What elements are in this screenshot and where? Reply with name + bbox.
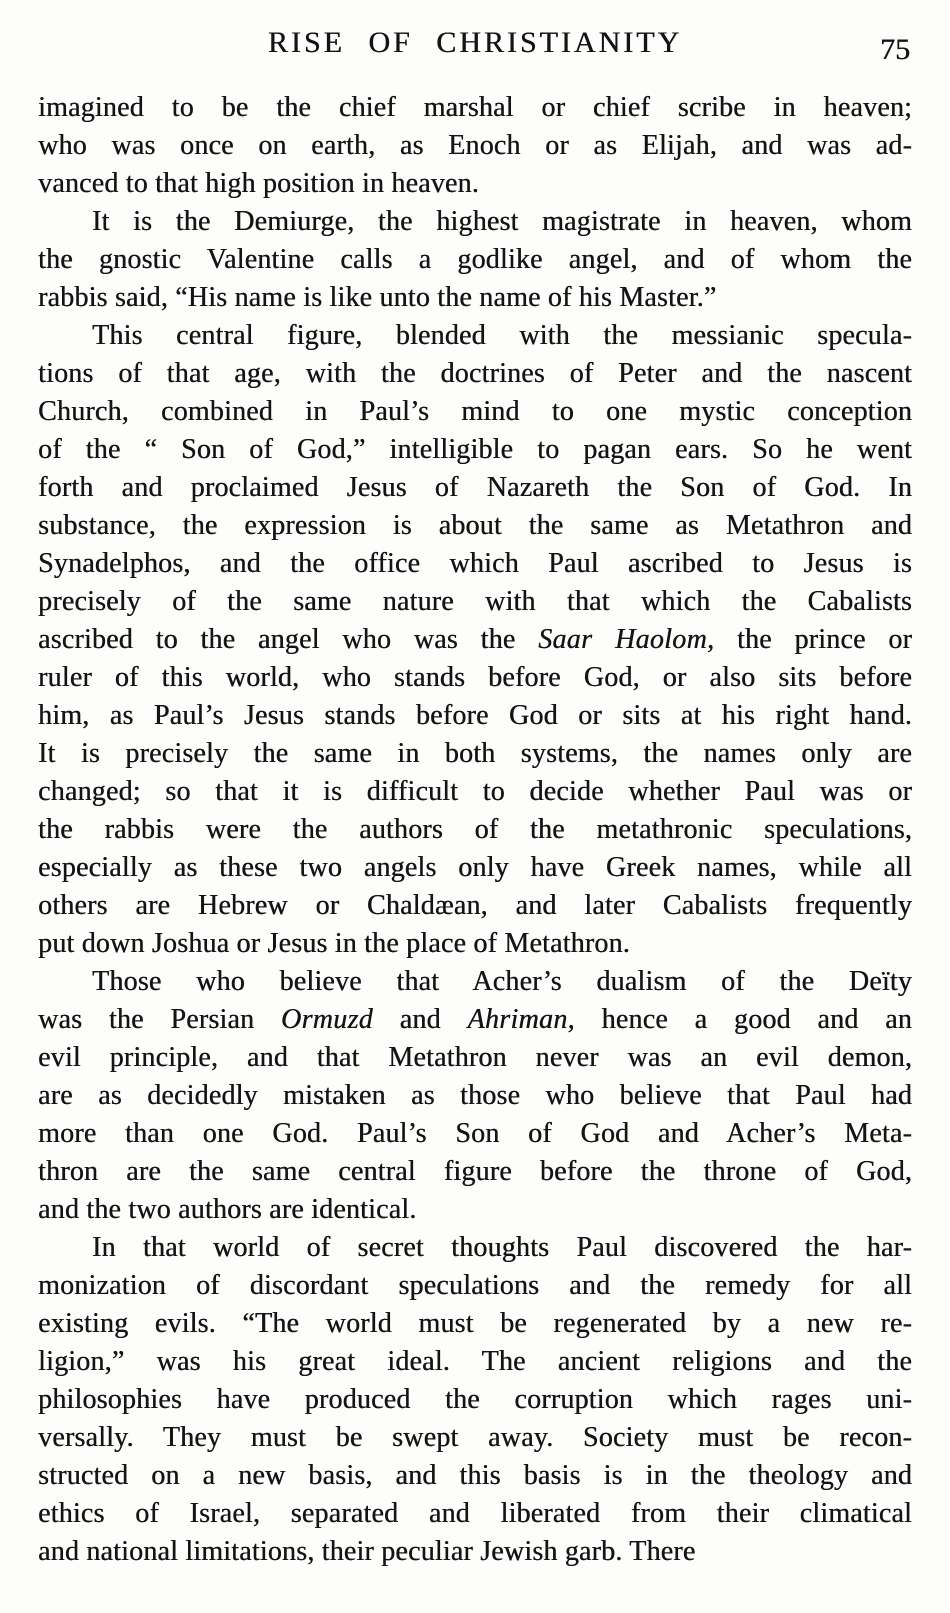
text-line — [38, 1229, 912, 1267]
body-text: and — [372, 1004, 468, 1035]
body-text: him, as Paul’s Jesus stands before God or sits at his right hand. — [38, 700, 912, 731]
text-line — [38, 165, 912, 203]
body-text: the gnostic Valentine calls a godlike angel, and of whom the — [38, 244, 912, 275]
text-line — [38, 1419, 912, 1457]
page-body — [38, 89, 912, 1571]
text-line — [38, 1267, 912, 1305]
page-number: 75 — [880, 33, 910, 66]
text-line — [38, 431, 912, 469]
body-text: vanced to that high position in heaven. — [38, 168, 479, 199]
body-text: imagined to be the chief marshal or chief scribe in heaven; — [38, 92, 912, 123]
text-line — [38, 89, 912, 127]
body-text: It is the Demiurge, the highest magistrate in heaven, whom — [92, 206, 912, 237]
body-text: ligion,” was his great ideal. The ancient religions and the — [38, 1346, 912, 1377]
paragraph — [38, 203, 912, 317]
body-text: Synadelphos, and the office which Paul ascribed to Jesus is — [38, 548, 912, 579]
body-text: This central figure, blended with the messianic specula- — [92, 320, 912, 351]
page-title: RISE OF CHRISTIANITY — [267, 26, 683, 59]
body-text: tions of that age, with the doctrines of Peter and the nascent — [38, 358, 912, 389]
running-header — [38, 26, 912, 66]
text-line — [38, 1305, 912, 1343]
text-line — [38, 697, 912, 735]
text-line — [38, 355, 912, 393]
text-line — [38, 583, 912, 621]
text-line — [38, 393, 912, 431]
text-line — [38, 1039, 912, 1077]
italic-text: Saar Haolom, — [538, 624, 715, 655]
text-line — [38, 241, 912, 279]
italic-text: Ormuzd — [280, 1004, 373, 1035]
body-text: precisely of the same nature with that which the Cabalists — [38, 586, 912, 617]
text-line — [38, 1077, 912, 1115]
paragraph — [38, 89, 912, 203]
body-text: ruler of this world, who stands before God, or also sits before — [38, 662, 912, 693]
paragraph — [38, 1229, 912, 1571]
body-text: more than one God. Paul’s Son of God and Acher’s Meta- — [38, 1118, 912, 1149]
body-text: It is precisely the same in both systems, the names only are — [38, 738, 912, 769]
text-line — [38, 1533, 912, 1571]
body-text: who was once on earth, as Enoch or as Elijah, and was ad- — [38, 130, 912, 161]
body-text: and the two authors are identical. — [38, 1194, 417, 1225]
body-text: versally. They must be swept away. Society must be recon- — [38, 1422, 912, 1453]
body-text: hence a good and an — [574, 1004, 912, 1035]
body-text: ethics of Israel, separated and liberated from their climatical — [38, 1498, 912, 1529]
body-text: In that world of secret thoughts Paul discovered the har- — [92, 1232, 912, 1263]
body-text: was the Persian — [38, 1004, 281, 1035]
body-text: monization of discordant speculations and the remedy for all — [38, 1270, 912, 1301]
text-line — [38, 545, 912, 583]
body-text: ascribed to the angel who was the — [38, 624, 539, 655]
text-line — [38, 317, 912, 355]
body-text: especially as these two angels only have Greek names, while all — [38, 852, 912, 883]
body-text: rabbis said, “His name is like unto the name of his Master.” — [38, 282, 717, 313]
body-text: philosophies have produced the corruption which rages uni- — [38, 1384, 912, 1415]
body-text: are as decidedly mistaken as those who believe that Paul had — [38, 1080, 912, 1111]
text-line — [38, 659, 912, 697]
text-line — [38, 1001, 912, 1039]
body-text: changed; so that it is difficult to decide whether Paul was or — [38, 776, 912, 807]
body-text: others are Hebrew or Chaldæan, and later Cabalists frequently — [38, 890, 912, 921]
body-text: thron are the same central figure before the throne of God, — [38, 1156, 912, 1187]
text-line — [38, 127, 912, 165]
text-line — [38, 1343, 912, 1381]
text-line — [38, 849, 912, 887]
body-text: of the “ Son of God,” intelligible to pagan ears. So he went — [38, 434, 912, 465]
text-line — [38, 1115, 912, 1153]
text-line — [38, 279, 912, 317]
body-text: evil principle, and that Metathron never was an evil demon, — [38, 1042, 912, 1073]
body-text: the rabbis were the authors of the metathronic speculations, — [38, 814, 912, 845]
text-line — [38, 925, 912, 963]
text-line — [38, 811, 912, 849]
body-text: Church, combined in Paul’s mind to one mystic conception — [38, 396, 912, 427]
body-text: the prince or — [714, 624, 912, 655]
body-text: Those who believe that Acher’s dualism of the Deïty — [92, 966, 912, 997]
text-line — [38, 621, 912, 659]
text-line — [38, 963, 912, 1001]
text-line — [38, 203, 912, 241]
text-line — [38, 1457, 912, 1495]
body-text: structed on a new basis, and this basis is in the theology and — [38, 1460, 912, 1491]
text-line — [38, 735, 912, 773]
body-text: and national limitations, their peculiar Jewish garb. There — [38, 1536, 696, 1567]
text-line — [38, 1381, 912, 1419]
text-line — [38, 469, 912, 507]
paragraph — [38, 963, 912, 1229]
text-line — [38, 1191, 912, 1229]
italic-text: Ahriman, — [467, 1004, 575, 1035]
body-text: put down Joshua or Jesus in the place of Metathron. — [38, 928, 630, 959]
text-line — [38, 507, 912, 545]
paragraph — [38, 317, 912, 963]
text-line — [38, 1153, 912, 1191]
text-line — [38, 1495, 912, 1533]
text-line — [38, 773, 912, 811]
body-text: substance, the expression is about the same as Metathron and — [38, 510, 912, 541]
text-line — [38, 887, 912, 925]
body-text: existing evils. “The world must be regenerated by a new re- — [38, 1308, 912, 1339]
body-text: forth and proclaimed Jesus of Nazareth the Son of God. In — [38, 472, 912, 503]
